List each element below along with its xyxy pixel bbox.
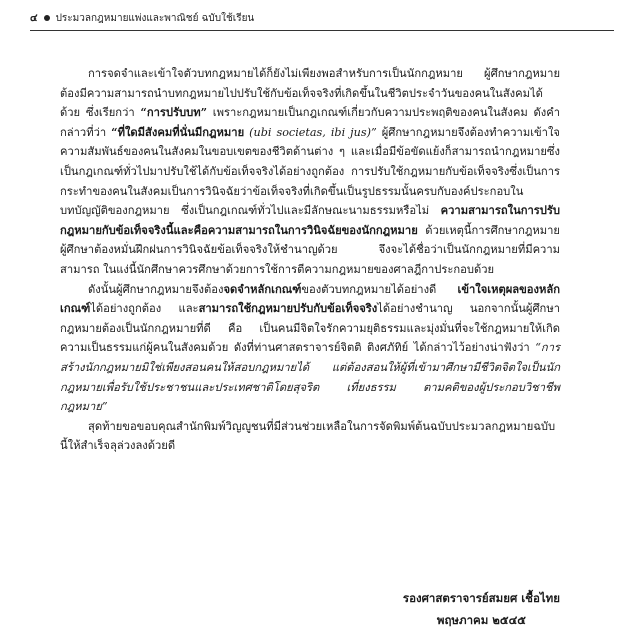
p2-text-2: ของตัวบทกฎหมายได้อย่างดี bbox=[301, 282, 458, 296]
p1-text-3: ผู้ศึกษากฎหมายจึงต้องทำความเข้าใจความสัมพันธ์ของคนในสังคมในขอบเขตของชีวิตด้านต่าง ๆ และเมื่อมีข้อขัดแย้งก็สามารถนำกฎหมายซึ่งเป็นกฎเกณฑ์ทั่วไปมาปรับใช้ได้กับข้อเท็จจริงได้อย่างถูกต้อง การปรับใช้กฎหมายกับข้อเท็จจริงซึ่งเป็นการกระทำของคนในสังคมเป็นการวินิจฉัยว่าข้อเท็จจริงที่เกิดขึ้นเป็นรูปธรรมนั้นครบกับองค์ประกอบในบทบัญญัติของกฎหมาย ซึ่งเป็นกฎเกณฑ์ทั่วไปและมีลักษณะนามธรรมหรือไม่ bbox=[60, 125, 560, 218]
page-number: ๔ bbox=[30, 12, 38, 24]
p2-italic-1: “การสร้างนักกฎหมายมิใช่เพียงสอนคนให้สอบกฎหมายได้ แต่ต้องสอนให้ผู้ที่เข้ามาศึกษามีชีวิตจิตใจเป็นนักกฎหมายเพื่อรับใช้ประชาชนและประเทศชาติโดยสุจริต เที่ยงธรรม ตามคติของผู้ประกอบวิชาชีพกฎหมาย” bbox=[60, 341, 560, 414]
paragraph-1 bbox=[60, 64, 560, 280]
p2-bold-1: จดจำหลักเกณฑ์ bbox=[223, 281, 302, 296]
p1-italic-1: (ubi societas, ibi jus)” bbox=[244, 125, 377, 139]
running-title: ประมวลกฎหมายแพ่งและพาณิชย์ ฉบับใช้เรียน bbox=[55, 12, 255, 24]
p1-bold-3: ความสามารถในการปรับกฎหมายกับข้อเท็จจริงนี้และคือความสามารถในการวินิจฉัยของนักกฎหมาย bbox=[60, 203, 560, 237]
p1-text-1: การจดจำและเข้าใจตัวบทกฎหมายได้ก็ยังไม่เพียงพอสำหรับการเป็นนักกฎหมาย ผู้ศึกษากฎหมายต้องมีความสามารถนำบทกฎหมายไปปรับใช้กับข้อเท็จจริงที่เกิดขึ้นในชีวิตประจำวันของคนในสังคมได้ด้วย ซึ่งเรียกว่า bbox=[60, 67, 560, 120]
paragraph-2 bbox=[60, 280, 560, 417]
p1-text-4: ด้วยเหตุนี้การศึกษากฎหมายผู้ศึกษาต้องหมั่นฝึกฝนการวินิจฉัยข้อเท็จจริงให้ชำนาญด้วย จึงจะได้ชื่อว่าเป็นนักกฎหมายที่มีความสามารถ ในแง่นี้นักศึกษาควรศึกษาด้วยการใช้การตีความกฎหมายของศาลฎีกาประกอบด้วย bbox=[60, 223, 560, 276]
p2-text-3: ได้อย่างถูกต้อง และ bbox=[90, 302, 199, 316]
header-rule bbox=[30, 30, 614, 31]
p2-bold-2: เข้าใจเหตุผลของหลักเกณฑ์ bbox=[60, 281, 560, 316]
p1-bold-1: “การปรับบท” bbox=[140, 105, 208, 120]
running-header bbox=[30, 8, 614, 28]
signature-name: รองศาสตราจารย์สมยศ เชื้อไทย bbox=[402, 591, 560, 605]
paragraph-3: สุดท้ายขอขอบคุณสำนักพิมพ์วิญญูชนที่มีส่วนช่วยเหลือในการจัดพิมพ์ต้นฉบับประมวลกฎหมายฉบับนี้ให้สำเร็จลุล่วงลงด้วยดี bbox=[60, 419, 556, 453]
p2-bold-3: สามารถใช้กฎหมายปรับกับข้อเท็จจริง bbox=[198, 301, 378, 316]
p2-text-1: ดังนั้นผู้ศึกษากฎหมายจึงต้อง bbox=[88, 282, 224, 296]
p2-text-4: ได้อย่างชำนาญ นอกจากนั้นผู้ศึกษากฎหมายต้องเป็นนักกฎหมายที่ดี คือ เป็นคนมีจิตใจรักความยุติธรรมและมุ่งมั่นที่จะใช้กฎหมายให้เกิดความเป็นธรรมแก่ผู้คนในสังคมด้วย ดังที่ท่านศาสตราจารย์จิตติ ติงศภัทิย์ ได้กล่าวไว้อย่างน่าฟังว่า bbox=[60, 302, 560, 355]
preface-body bbox=[60, 64, 560, 456]
p1-text-2: เพราะกฎหมายเป็นกฎเกณฑ์เกี่ยวกับความประพฤติของคนในสังคม ดังคำกล่าวที่ว่า bbox=[60, 106, 560, 139]
signature-date: พฤษภาคม ๒๕๔๕ bbox=[436, 613, 526, 627]
p1-bold-2: “ที่ใดมีสังคมที่นั่นมีกฎหมาย bbox=[111, 124, 245, 139]
bullet-dot-icon bbox=[44, 15, 50, 21]
